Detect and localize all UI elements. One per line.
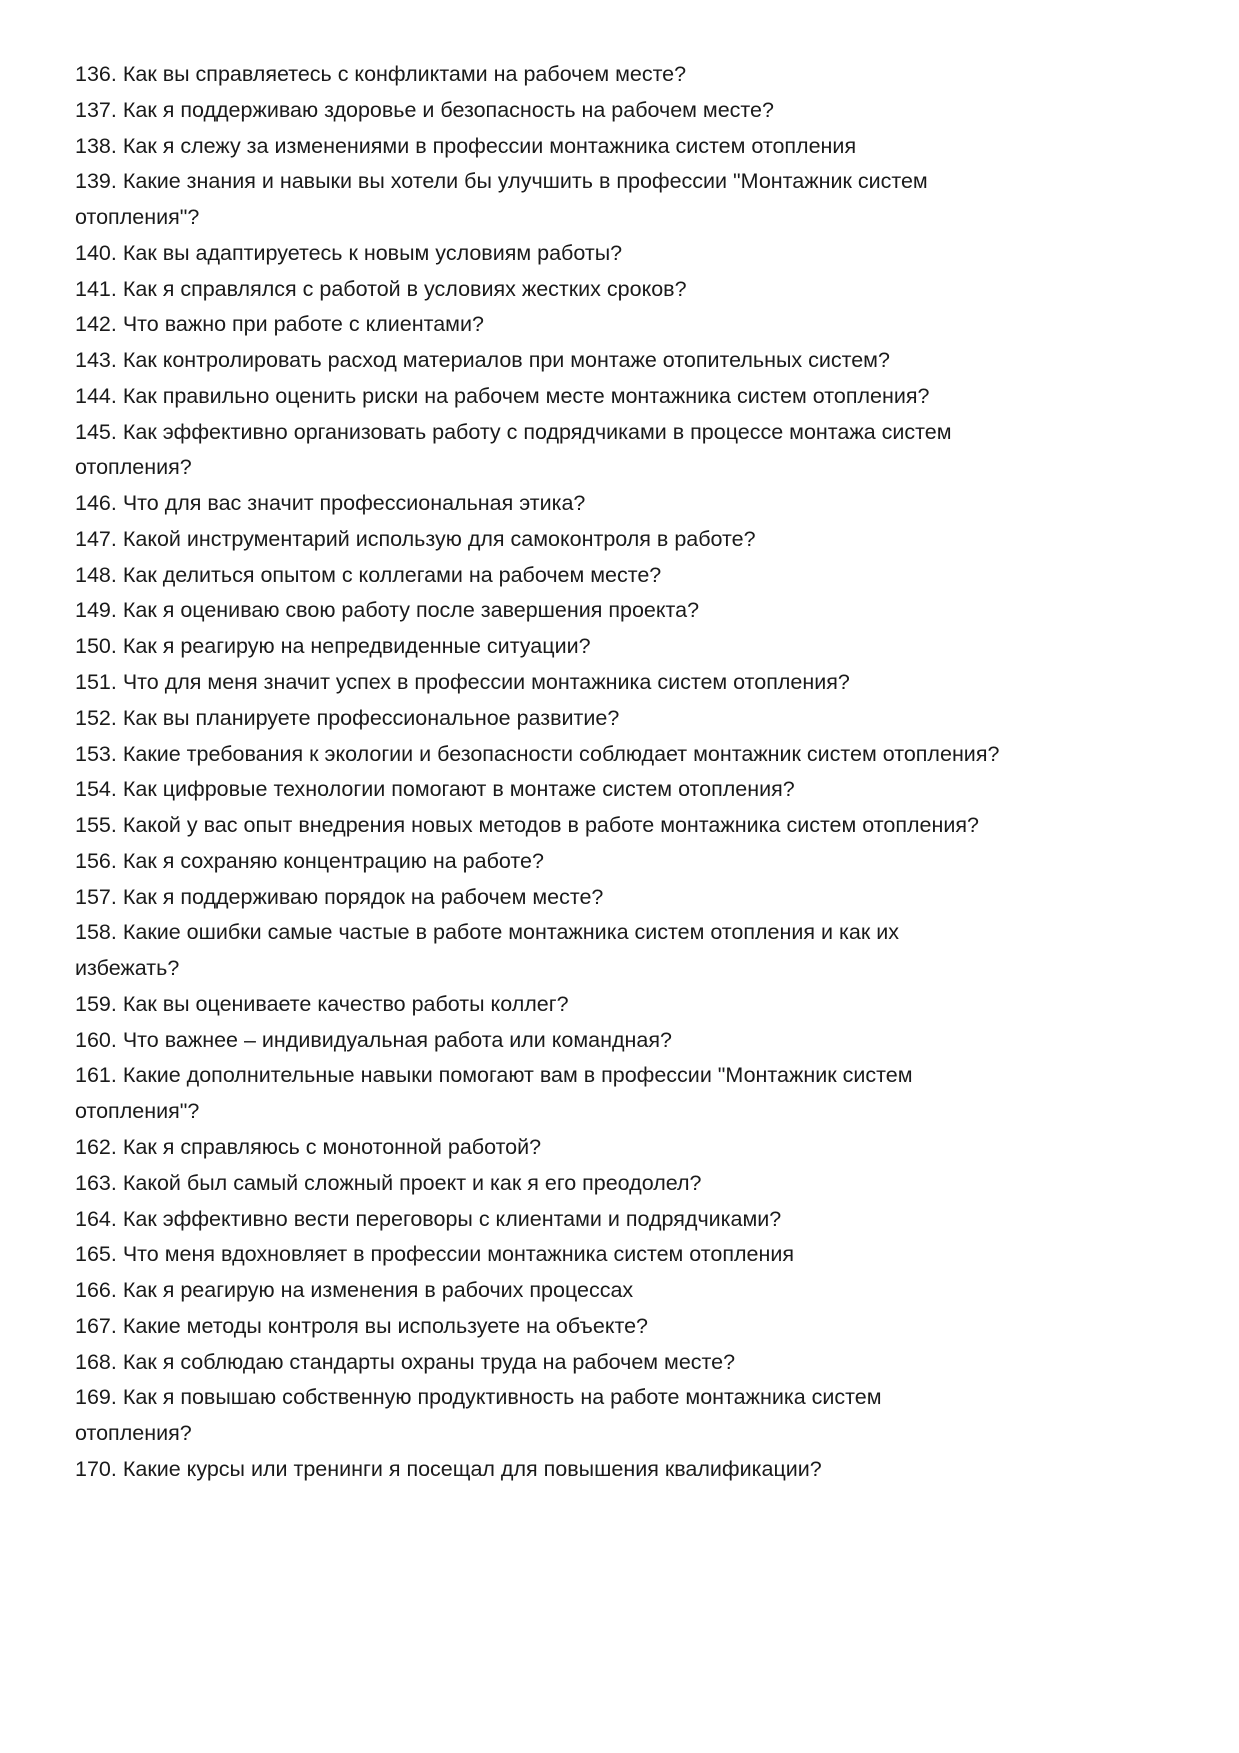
question-continuation: отопления"? — [75, 205, 200, 230]
question-line — [75, 593, 1195, 629]
list-item — [75, 1202, 1195, 1238]
question-continuation: отопления? — [75, 455, 192, 480]
question-text: Какие знания и навыки вы хотели бы улучшить в профессии "Монтажник систем — [122, 169, 928, 194]
question-number: 139. — [75, 169, 117, 194]
question-number: 144. — [75, 383, 117, 408]
question-line — [75, 808, 1195, 844]
question-line — [75, 701, 1195, 737]
list-item — [75, 129, 1195, 165]
list-item — [75, 1273, 1195, 1309]
question-text: Как я реагирую на изменения в рабочих процессах — [122, 1278, 634, 1303]
question-line — [75, 1166, 1195, 1202]
list-item — [75, 1309, 1195, 1345]
question-number: 148. — [75, 562, 117, 587]
question-number: 149. — [75, 598, 117, 623]
question-line — [75, 1380, 1195, 1416]
question-line — [75, 665, 1195, 701]
question-text: Что важнее – индивидуальная работа или командная? — [122, 1027, 672, 1052]
list-item — [75, 665, 1195, 701]
question-line — [75, 1309, 1195, 1345]
question-line — [75, 1202, 1195, 1238]
question-number: 154. — [75, 777, 117, 802]
question-number: 143. — [75, 348, 117, 373]
question-text: Как я поддерживаю здоровье и безопасность на рабочем месте? — [122, 97, 774, 122]
question-number: 166. — [75, 1278, 117, 1303]
question-line — [75, 772, 1195, 808]
list-item — [75, 987, 1195, 1023]
question-number: 136. — [75, 62, 117, 86]
question-number: 159. — [75, 991, 117, 1016]
list-item — [75, 772, 1195, 808]
question-list — [75, 57, 1195, 1488]
question-text: Как контролировать расход материалов при монтаже отопительных систем? — [122, 348, 890, 373]
question-text: Какие дополнительные навыки помогают вам в профессии "Монтажник систем — [122, 1063, 913, 1088]
list-item — [75, 236, 1195, 272]
list-item — [75, 93, 1195, 129]
list-item — [75, 164, 1195, 236]
question-line — [75, 915, 1195, 951]
question-number: 168. — [75, 1349, 117, 1374]
question-number: 140. — [75, 240, 117, 265]
question-line — [75, 236, 1195, 272]
question-text: Как делиться опытом с коллегами на рабочем месте? — [122, 562, 662, 587]
list-item — [75, 808, 1195, 844]
question-text: Как я справлялся с работой в условиях жестких сроков? — [122, 276, 687, 301]
question-number: 137. — [75, 97, 117, 122]
list-item — [75, 558, 1195, 594]
question-text: Что меня вдохновляет в профессии монтажника систем отопления — [122, 1242, 795, 1267]
question-number: 150. — [75, 634, 117, 659]
list-item — [75, 593, 1195, 629]
question-text: Как я сохраняю концентрацию на работе? — [122, 848, 544, 873]
question-line — [75, 629, 1195, 665]
list-item — [75, 1166, 1195, 1202]
question-number: 156. — [75, 848, 117, 873]
question-text: Как правильно оценить риски на рабочем месте монтажника систем отопления? — [122, 383, 930, 408]
question-text: Как я повышаю собственную продуктивность на работе монтажника систем — [122, 1385, 882, 1410]
list-item — [75, 379, 1195, 415]
question-line — [75, 1023, 1195, 1059]
question-line — [75, 486, 1195, 522]
question-number: 138. — [75, 133, 117, 158]
question-number: 164. — [75, 1206, 117, 1231]
question-line — [75, 307, 1195, 343]
question-line — [75, 1273, 1195, 1309]
list-item — [75, 272, 1195, 308]
list-item — [75, 1452, 1195, 1488]
question-line — [75, 93, 1195, 129]
question-line — [75, 1058, 1195, 1094]
question-text: Как вы оцениваете качество работы коллег? — [122, 991, 569, 1016]
question-text: Как я реагирую на непредвиденные ситуации? — [122, 634, 591, 659]
question-number: 163. — [75, 1170, 117, 1195]
question-text: Какой инструментарий использую для самоконтроля в работе? — [122, 526, 756, 551]
list-item — [75, 307, 1195, 343]
question-number: 145. — [75, 419, 117, 444]
question-number: 161. — [75, 1063, 117, 1088]
question-line — [75, 558, 1195, 594]
list-item — [75, 1058, 1195, 1130]
question-text: Какие ошибки самые частые в работе монтажника систем отопления и как их — [122, 920, 899, 945]
question-text: Как я слежу за изменениями в профессии монтажника систем отопления — [122, 133, 857, 158]
question-text: Какие требования к экологии и безопасности соблюдает монтажник систем отопления? — [122, 741, 1000, 766]
question-text: Как вы адаптируетесь к новым условиям работы? — [122, 240, 623, 265]
question-text: Как вы планируете профессиональное развитие? — [122, 705, 620, 730]
list-item — [75, 522, 1195, 558]
question-line — [75, 1345, 1195, 1381]
question-number: 151. — [75, 670, 117, 695]
list-item — [75, 1345, 1195, 1381]
question-text: Как я поддерживаю порядок на рабочем месте? — [122, 884, 604, 909]
question-text: Как вы справляетесь с конфликтами на рабочем месте? — [122, 62, 687, 86]
list-item — [75, 1380, 1195, 1452]
question-text: Какие курсы или тренинги я посещал для повышения квалификации? — [122, 1456, 822, 1481]
list-item — [75, 915, 1195, 987]
list-item — [75, 701, 1195, 737]
question-number: 167. — [75, 1313, 117, 1338]
question-line — [75, 379, 1195, 415]
question-line — [75, 1452, 1195, 1488]
question-number: 169. — [75, 1385, 117, 1410]
list-item — [75, 57, 1195, 93]
question-text: Как эффективно организовать работу с подрядчиками в процессе монтажа систем — [122, 419, 952, 444]
question-line — [75, 129, 1195, 165]
question-number: 157. — [75, 884, 117, 909]
list-item — [75, 880, 1195, 916]
question-continuation: отопления"? — [75, 1099, 200, 1124]
question-number: 146. — [75, 491, 117, 516]
list-item — [75, 1130, 1195, 1166]
question-text: Как цифровые технологии помогают в монтаже систем отопления? — [122, 777, 795, 802]
question-number: 142. — [75, 312, 117, 337]
list-item — [75, 737, 1195, 773]
question-text: Какой у вас опыт внедрения новых методов в работе монтажника систем отопления? — [122, 813, 979, 838]
question-line — [75, 1237, 1195, 1273]
list-item — [75, 486, 1195, 522]
question-number: 170. — [75, 1456, 117, 1481]
question-line — [75, 880, 1195, 916]
question-number: 165. — [75, 1242, 117, 1267]
list-item — [75, 415, 1195, 487]
question-line — [75, 415, 1195, 451]
question-number: 158. — [75, 920, 117, 945]
question-continuation: отопления? — [75, 1421, 192, 1446]
question-text: Как эффективно вести переговоры с клиентами и подрядчиками? — [122, 1206, 782, 1231]
question-number: 155. — [75, 813, 117, 838]
question-number: 147. — [75, 526, 117, 551]
question-number: 153. — [75, 741, 117, 766]
question-text: Как я справляюсь с монотонной работой? — [122, 1134, 542, 1159]
question-line — [75, 522, 1195, 558]
question-text: Что для вас значит профессиональная этика? — [122, 491, 586, 516]
question-line — [75, 844, 1195, 880]
question-text: Какие методы контроля вы используете на объекте? — [122, 1313, 648, 1338]
question-line — [75, 164, 1195, 200]
question-text: Как я оцениваю свою работу после завершения проекта? — [122, 598, 700, 623]
question-continuation: избежать? — [75, 956, 180, 981]
question-number: 141. — [75, 276, 117, 301]
list-item — [75, 629, 1195, 665]
question-line — [75, 737, 1195, 773]
list-item — [75, 1237, 1195, 1273]
question-number: 162. — [75, 1134, 117, 1159]
list-item — [75, 1023, 1195, 1059]
question-number: 152. — [75, 705, 117, 730]
question-text: Что для меня значит успех в профессии монтажника систем отопления? — [122, 670, 850, 695]
question-line — [75, 987, 1195, 1023]
question-line — [75, 1130, 1195, 1166]
question-number: 160. — [75, 1027, 117, 1052]
question-text: Какой был самый сложный проект и как я его преодолел? — [122, 1170, 702, 1195]
question-line — [75, 57, 1195, 93]
list-item — [75, 844, 1195, 880]
list-item — [75, 343, 1195, 379]
question-text: Что важно при работе с клиентами? — [122, 312, 484, 337]
question-line — [75, 272, 1195, 308]
question-text: Как я соблюдаю стандарты охраны труда на рабочем месте? — [122, 1349, 736, 1374]
question-line — [75, 343, 1195, 379]
